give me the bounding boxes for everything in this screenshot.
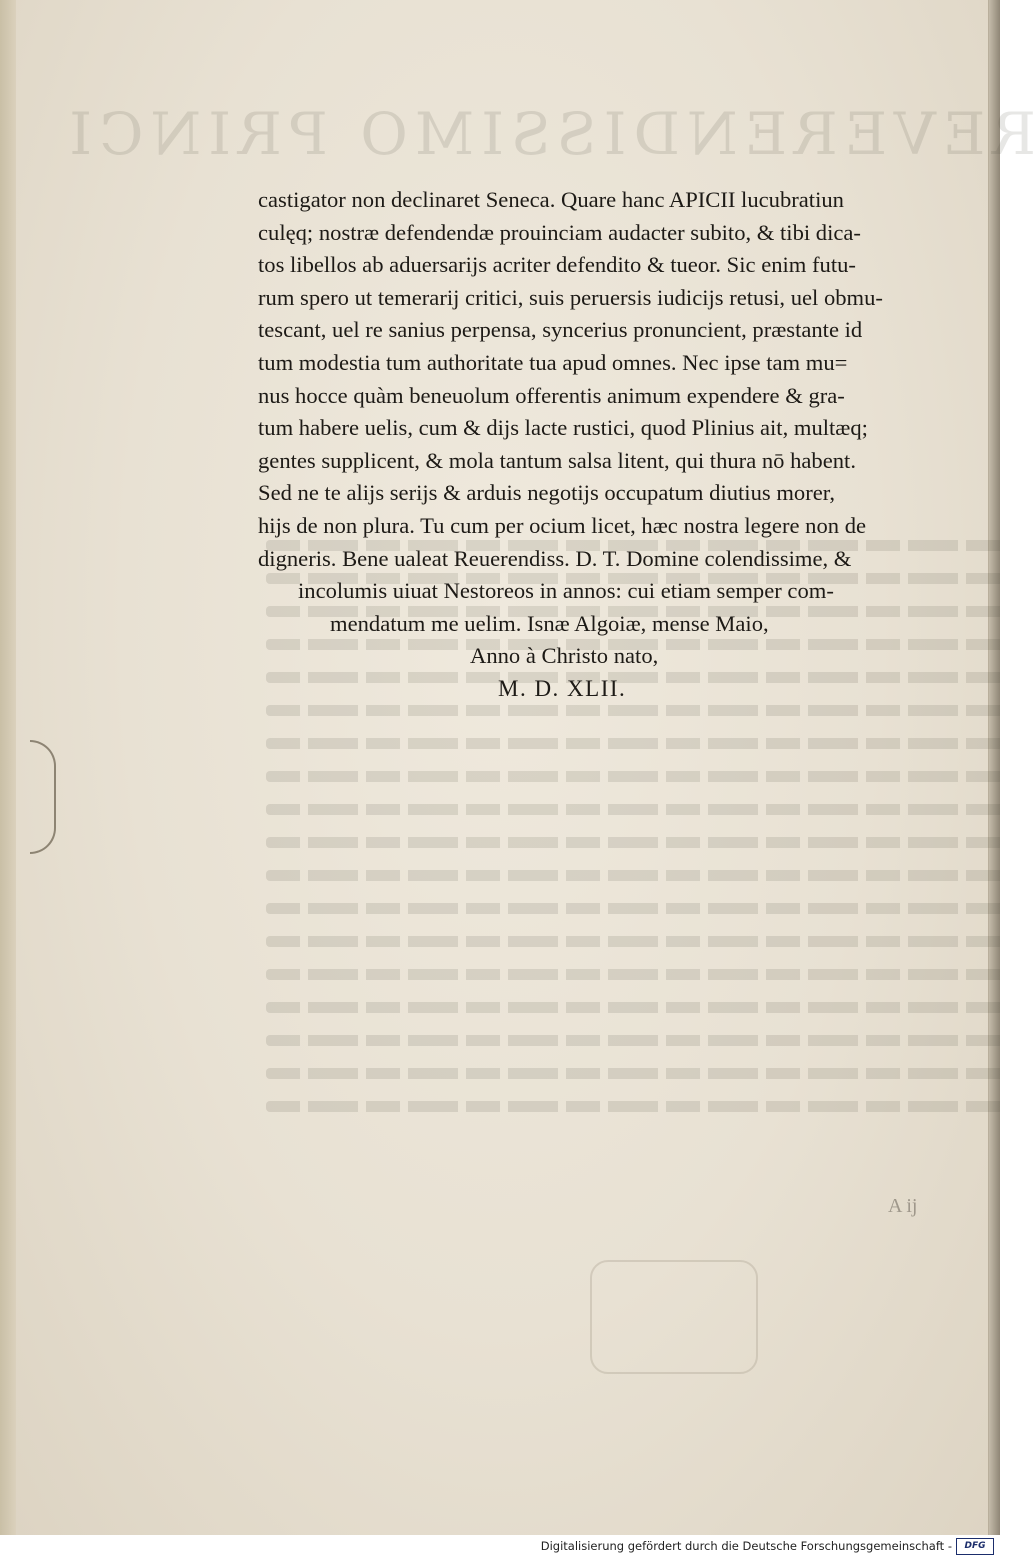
text-line: tum habere uelis, cum & dijs lacte rustici, quod Plinius ait, multæq; <box>258 415 868 441</box>
signature-mark: A ij <box>888 1195 918 1217</box>
show-through-line <box>266 1101 1006 1112</box>
funding-credit: Digitalisierung gefördert durch die Deutsche Forschungsgemeinschaft - <box>540 1539 952 1553</box>
show-through-line <box>266 837 1006 848</box>
text-line: rum spero ut temerarij critici, suis peruersis iudicijs retusi, uel obmu- <box>258 284 883 310</box>
show-through-line <box>266 1068 1006 1079</box>
show-through-line <box>266 705 1006 716</box>
show-through-heading: REVERENDISSIMO PRINCI <box>62 100 1036 168</box>
faded-library-stamp <box>590 1260 758 1374</box>
text-line: Sed ne te alijs serijs & arduis negotijs occupatum diutius morer, <box>258 480 836 506</box>
text-line: incolumis uiuat Nestoreos in annos: cui etiam semper com- <box>298 578 834 604</box>
text-line: culęq; nostræ defendendæ prouinciam audacter subito, & tibi dica- <box>258 219 861 245</box>
text-line: tos libellos ab aduersarijs acriter defendito & tueor. Sic enim futu- <box>258 252 856 278</box>
show-through-line <box>266 969 1006 980</box>
show-through-line <box>266 1035 1006 1046</box>
text-line: castigator non declinaret Seneca. Quare hanc APICII lucubratiun <box>258 187 844 212</box>
show-through-line <box>266 804 1006 815</box>
text-line: nus hocce quàm beneuolum offerentis animum expendere & gra- <box>258 382 845 408</box>
text-line: gentes supplicent, & mola tantum salsa litent, qui thura nō habent. <box>258 447 856 473</box>
text-line: tescant, uel re sanius perpensa, syncerius pronuncient, præstante id <box>258 317 863 343</box>
show-through-line <box>266 936 1006 947</box>
dateline-roman-year: M. D. XLII. <box>498 675 627 701</box>
text-line: mendatum me uelim. Isnæ Algoiæ, mense Maio, <box>330 610 769 636</box>
show-through-line <box>266 738 1006 749</box>
show-through-line <box>266 903 1006 914</box>
page-fold-crease <box>30 740 56 854</box>
digitization-footer <box>0 1535 1000 1557</box>
show-through-line <box>266 771 1006 782</box>
dfg-logo-icon: DFG <box>956 1538 994 1555</box>
show-through-line <box>266 870 1006 881</box>
body-text-block <box>258 184 918 706</box>
text-line: hijs de non plura. Tu cum per ocium licet, hæc nostra legere non de <box>258 512 867 538</box>
show-through-line <box>266 1002 1006 1013</box>
text-line: digneris. Bene ualeat Reuerendiss. D. T. Domine colendissime, & <box>258 545 852 571</box>
text-line: tum modestia tum authoritate tua apud omnes. Nec ipse tam mu= <box>258 349 848 375</box>
dateline-year-phrase: Anno à Christo nato, <box>470 643 659 669</box>
